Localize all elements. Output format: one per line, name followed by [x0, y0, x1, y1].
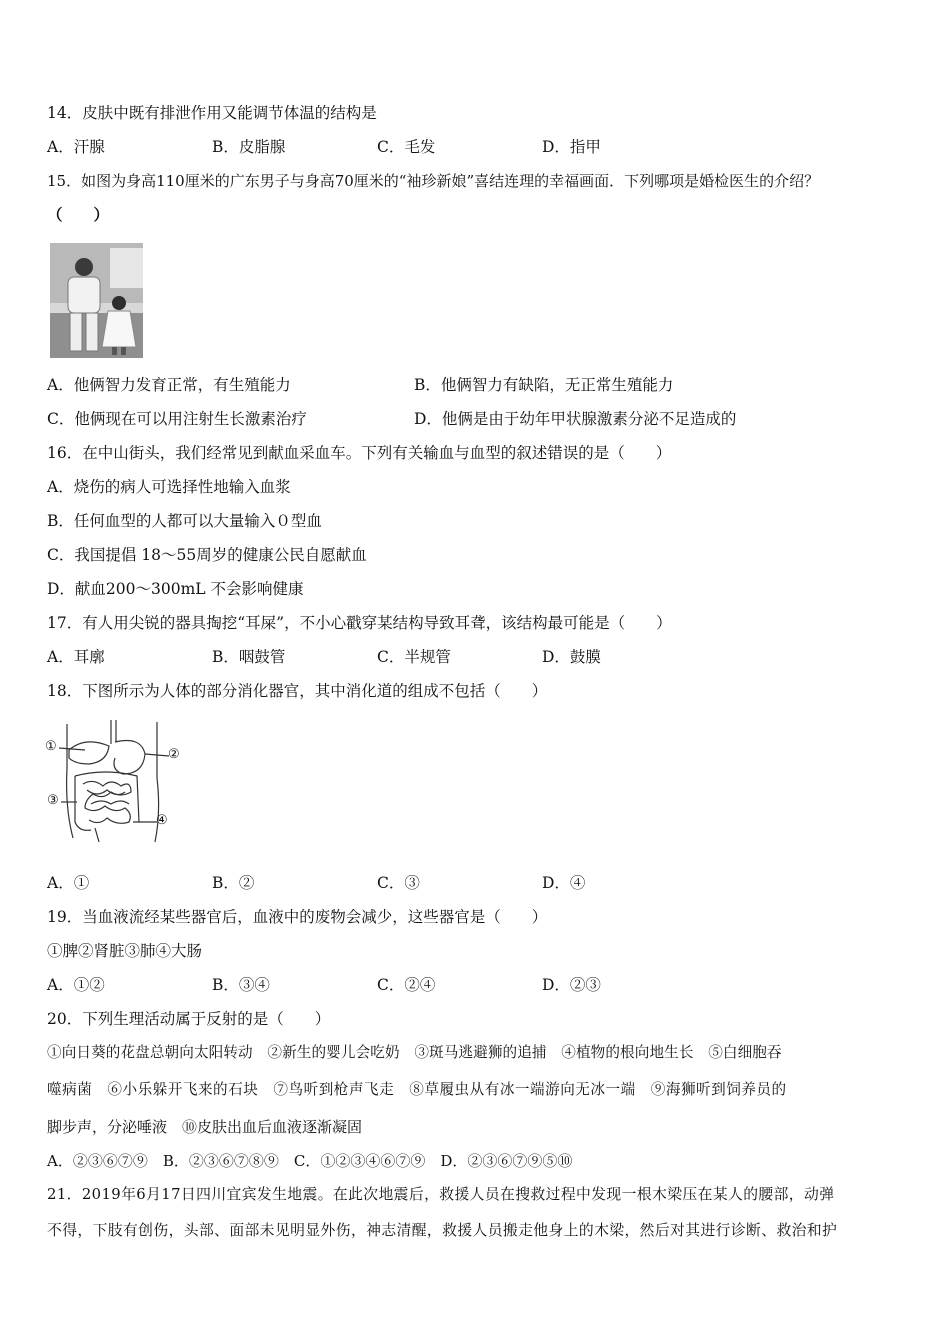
label-1: ① [45, 739, 57, 754]
label-3: ③ [47, 793, 59, 808]
q15-option-c: C．他俩现在可以用注射生长激素治疗 [47, 410, 307, 428]
q19-stem: 19．当血液流经某些器官后，血液中的废物会减少，这些器官是（ ） [47, 908, 548, 926]
q20-items-line-2: 噬病菌 ⑥小乐躲开飞来的石块 ⑦鸟听到枪声飞走 ⑧草履虫从有冰一端游向无冰一端 ⑨海狮听到饲养员的 [47, 1081, 787, 1098]
q19-option-b: B．③④ [212, 976, 270, 994]
q19-items: ①脾②肾脏③肺④大肠 [47, 942, 203, 960]
q21-stem-line-1: 21．2019年6月17日四川宜宾发生地震。在此次地震后，救援人员在搜救过程中发现一根木梁压在某人的腰部，动弹 [47, 1186, 835, 1203]
q16-option-b: B．任何血型的人都可以大量输入０型血 [47, 512, 322, 530]
q19-option-a: A．①② [47, 976, 105, 994]
q16-option-d: D．献血200～300mL 不会影响健康 [47, 580, 304, 598]
q14-option-c: C．毛发 [377, 138, 436, 156]
q15-option-a: A．他俩智力发育正常，有生殖能力 [47, 376, 291, 394]
q17-option-a: A．耳廓 [47, 648, 105, 666]
q17-option-c: C．半规管 [377, 648, 451, 666]
q20-options: A．②③⑥⑦⑨ B．②③⑥⑦⑧⑨ C．①②③④⑥⑦⑨ D．②③⑥⑦⑨⑤⑩ [47, 1152, 573, 1170]
q15-option-b: B．他俩智力有缺陷，无正常生殖能力 [414, 376, 674, 394]
q17-option-d: D．鼓膜 [542, 648, 601, 666]
q16-option-a: A．烧伤的病人可选择性地输入血浆 [47, 478, 291, 496]
q14-stem: 14．皮肤中既有排泄作用又能调节体温的结构是 [47, 104, 377, 122]
label-4: ④ [156, 813, 168, 828]
q21-stem-line-2: 不得，下肢有创伤，头部、面部未见明显外伤，神志清醒，救援人员搬走他身上的木梁，然后对其进行诊断、救治和护 [47, 1222, 838, 1239]
q19-option-d: D．②③ [542, 976, 601, 994]
couple-photo [50, 243, 143, 358]
q18-stem: 18．下图所示为人体的部分消化器官，其中消化道的组成不包括（ ） [47, 682, 548, 700]
q15-option-d: D．他俩是由于幼年甲状腺激素分泌不足造成的 [414, 410, 737, 428]
q18-option-c: C．③ [377, 874, 420, 892]
q14-option-d: D．指甲 [542, 138, 601, 156]
q15-stem: 15．如图为身高110厘米的广东男子与身高70厘米的“袖珍新娘”喜结连理的幸福画面．下列哪项是婚检医生的介绍？ [47, 172, 820, 190]
q17-option-b: B．咽鼓管 [212, 648, 286, 666]
q20-items-line-3: 脚步声，分泌唾液 ⑩皮肤出血后血液逐渐凝固 [47, 1118, 363, 1136]
q15-bracket: （ ） [47, 205, 110, 224]
q20-stem: 20．下列生理活动属于反射的是（ ） [47, 1010, 331, 1028]
q14-option-b: B．皮脂腺 [212, 138, 286, 156]
q14-option-a: A．汗腺 [47, 138, 105, 156]
digestive-system-diagram [45, 718, 185, 846]
q20-items-line-1: ①向日葵的花盘总朝向太阳转动 ②新生的婴儿会吃奶 ③斑马逃避狮的追捕 ④植物的根向地生长 ⑤白细胞吞 [47, 1044, 782, 1061]
q19-option-c: C．②④ [377, 976, 436, 994]
q17-stem: 17．有人用尖锐的器具掏挖“耳屎”，不小心戳穿某结构导致耳聋，该结构最可能是（ ） [47, 614, 672, 632]
q18-option-b: B．② [212, 874, 255, 892]
q16-stem: 16．在中山街头，我们经常见到献血采血车。下列有关输血与血型的叙述错误的是（ ） [47, 444, 672, 462]
couple-photo-drawing [50, 243, 143, 358]
q18-option-a: A．① [47, 874, 90, 892]
q18-option-d: D．④ [542, 874, 586, 892]
label-2: ② [168, 747, 180, 762]
q16-option-c: C．我国提倡 18～55周岁的健康公民自愿献血 [47, 546, 367, 564]
